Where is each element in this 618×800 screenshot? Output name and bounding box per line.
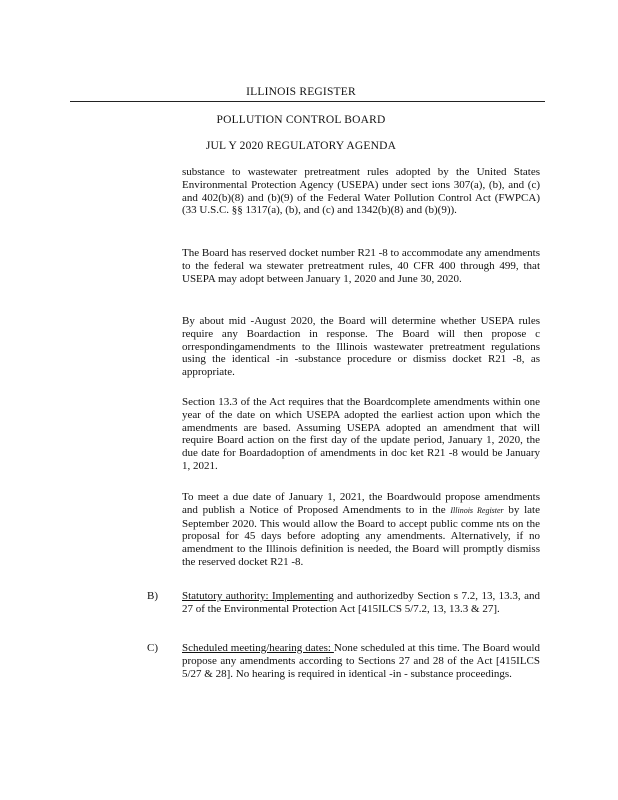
illinois-register-italic: Illinois Register bbox=[450, 505, 504, 515]
agenda-title: JUL Y 2020 REGULATORY AGENDA bbox=[205, 140, 397, 152]
schedule-paragraph: By about mid -August 2020, the Board will determine whether USEPA rules require any Boardaction in response. The Board will then propose c orrespondingamendments to the Illinois wastewater pretreatment regulations using the identical -in -substance procedure or dismiss docket R21 -8, as appropriate. bbox=[182, 315, 540, 379]
due-date-paragraph bbox=[182, 491, 540, 569]
item-c-label: C) bbox=[147, 642, 158, 654]
due-date-text-end: by late September 2020. This would allow the Board to accept public comme nts on the proposal for 45 days before adopting any amendments. Alternatively, if no amendment to the Illinois definition is needed, the Board will promptly dismiss the reserved docket R21 -8. bbox=[182, 503, 540, 568]
item-b-label: B) bbox=[147, 590, 158, 602]
intro-paragraph: substance to wastewater pretreatment rules adopted by the United States Environmental Protection Agency (USEPA) under sect ions 307(a), (b), and (c) and 402(b)(8) and (b)(9) of the Federal Water Pollution Control Act (FWPCA) (33 U.S.C. §§ 1317(a), (b), and (c) and 1342(b)(8) and (b)(9)). bbox=[182, 166, 540, 217]
statutory-authority-text: and authorizedby Section s 7.2, 13, 13.3, and 27 of the Environmental Protection Act [415ILCS 5/7.2, 13, 13.3 & 27]. bbox=[182, 590, 541, 615]
section-13-3-paragraph: Section 13.3 of the Act requires that the Boardcomplete amendments within one year of the date on which USEPA adopted the earliest action upon which the amendments are based. Assuming USEPA adopted an amendment that will require Board action on the first day of the update period, January 1, 2020, the due date for Boardadoption of amendments in doc ket R21 -8 would be January 1, 2021. bbox=[182, 396, 540, 472]
docket-paragraph: The Board has reserved docket number R21 -8 to accommodate any amendments to the federal wa stewater pretreatment rules, 40 CFR 400 through 499, that USEPA may adopt between January 1, 2020 and June 30, 2020. bbox=[182, 247, 540, 285]
board-title: POLLUTION CONTROL BOARD bbox=[216, 114, 386, 126]
scheduled-dates-item bbox=[182, 642, 540, 680]
scheduled-dates-heading: Scheduled meeting/hearing dates: bbox=[182, 642, 334, 654]
statutory-authority-item bbox=[182, 590, 540, 616]
due-date-text-start: To meet a due date of January 1, 2021, the Boardwould propose amendments and publish a Notice of Proposed Amendments to in the bbox=[182, 491, 540, 516]
statutory-authority-heading: Statutory authority: Implementing bbox=[182, 590, 334, 602]
scheduled-dates-text: None scheduled at this time. The Board would propose any amendments according to Sections 27 and 28 of the Act [415ILCS 5/27 & 28]. No hearing is required in identical -in - substance proceedings. bbox=[182, 642, 541, 680]
header-rule bbox=[70, 101, 545, 102]
register-title: ILLINOIS REGISTER bbox=[246, 86, 356, 98]
